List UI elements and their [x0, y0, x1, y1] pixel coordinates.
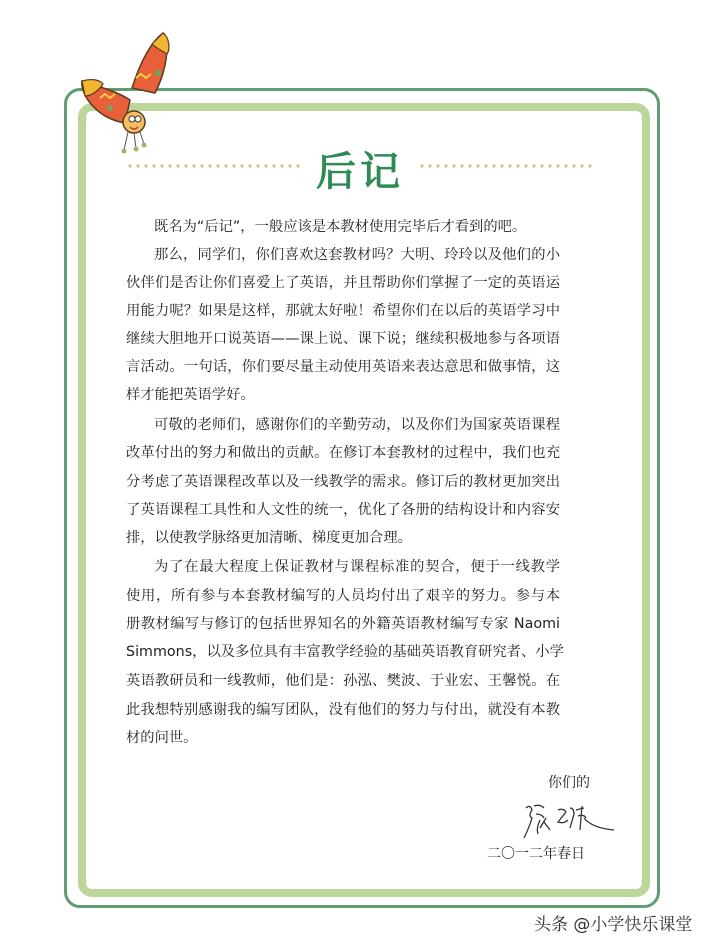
text-line: 册教材编写与修订的包括世界知名的外籍英语教材编写专家 Naomi: [126, 616, 560, 632]
text-line: 那么，同学们，你们喜欢这套教材吗？大明、玲玲以及他们的小: [154, 247, 560, 263]
text-line: 使用，所有参与本套教材编写的人员均付出了艰辛的努力。参与本: [126, 588, 560, 604]
text-line: 继续大胆地开口说英语——课上说、课下说；继续积极地参与各项语: [126, 331, 560, 347]
text-line: 伙伴们是否让你们喜爱上了英语，并且帮助你们掌握了一定的英语运: [126, 275, 560, 291]
text-line: 排，以使教学脉络更加清晰、梯度更加合理。: [126, 530, 412, 546]
text-line: 英语教研员和一线教师，他们是：孙泓、樊波、于业宏、王馨悦。在: [126, 673, 560, 689]
text-line: 样才能把英语学好。: [126, 387, 255, 403]
page-title: 后记: [316, 148, 404, 195]
butterfly-illustration: [70, 28, 180, 158]
title-dotted-line-left: [126, 164, 302, 168]
text-line: 言活动。一句话，你们要尽量主动使用英语来表达意思和做事情，这: [126, 359, 560, 375]
handwritten-signature: [518, 800, 618, 840]
closing-text: 你们的: [548, 775, 590, 791]
text-line: Simmons，以及多位具有丰富教学经验的基础英语教育研究者、小学: [126, 644, 564, 660]
date-text: 二〇一二年春日: [487, 846, 585, 862]
text-line: 材的问世。: [126, 730, 198, 746]
text-line: 改革付出的努力和做出的贡献。在修订本套教材的过程中，我们也充: [126, 445, 560, 461]
text-line: 此我想特别感谢我的编写团队，没有他们的努力与付出，就没有本教: [126, 702, 560, 718]
title-dotted-line-right: [418, 164, 596, 168]
text-line: 可敬的老师们，感谢你们的辛勤劳动，以及你们为国家英语课程: [154, 417, 560, 433]
text-line: 分考虑了英语课程改革以及一线教学的需求。修订后的教材更加突出: [126, 474, 560, 490]
watermark: 头条 @小学快乐课堂: [534, 915, 693, 935]
text-line: 为了在最大程度上保证教材与课程标准的契合，便于一线教学: [154, 559, 560, 575]
text-line: 了英语课程工具性和人文性的统一，优化了各册的结构设计和内容安: [126, 502, 560, 518]
text-line: 既名为“后记”，一般应该是本教材使用完毕后才看到的吧。: [154, 219, 527, 235]
text-line: 用能力呢？如果是这样，那就太好啦！希望你们在以后的英语学习中: [126, 303, 560, 319]
